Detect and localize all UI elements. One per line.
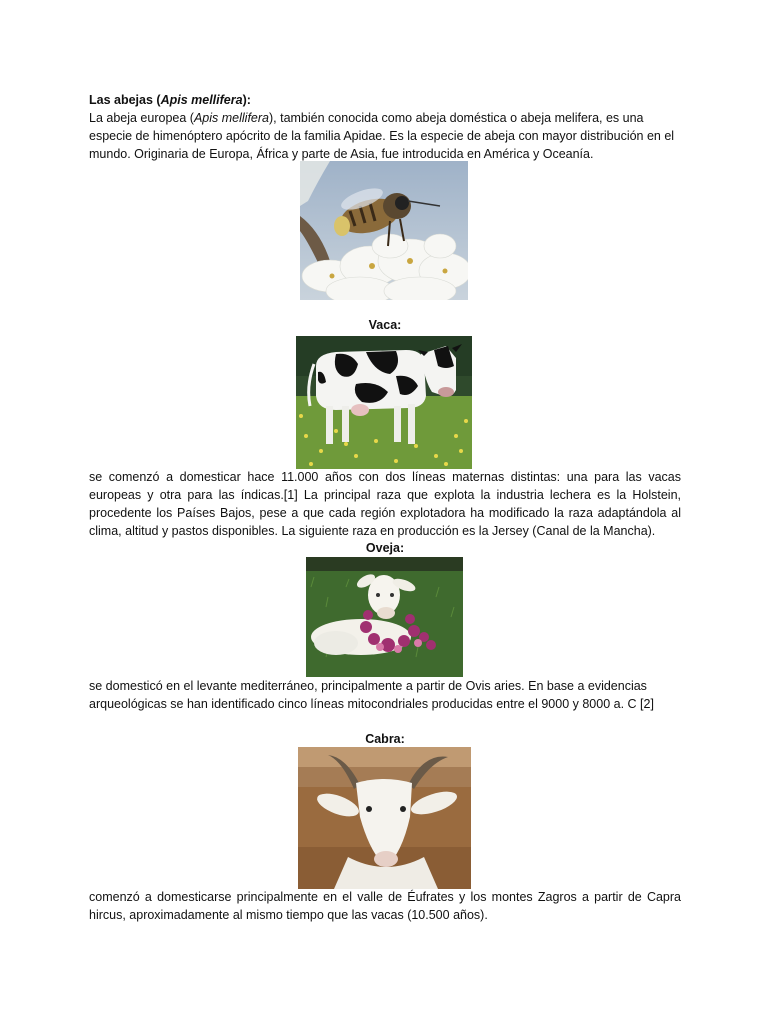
bee-heading	[89, 91, 681, 109]
bee-para-italic: Apis mellifera	[193, 111, 269, 125]
sheep-heading: Oveja:	[365, 541, 405, 555]
cow-heading: Vaca:	[368, 318, 402, 332]
bee-paragraph	[89, 109, 681, 163]
bee-image	[300, 161, 468, 300]
bee-heading-italic: Apis mellifera	[160, 93, 243, 107]
bee-section-text	[89, 91, 681, 163]
goat-image	[298, 747, 471, 889]
sheep-image	[306, 557, 463, 677]
bee-heading-suffix: ):	[242, 93, 251, 107]
goat-heading: Cabra:	[365, 732, 405, 746]
bee-heading-prefix: Las abejas (	[89, 93, 161, 107]
bee-para-prefix: La abeja europea (	[89, 111, 194, 125]
goat-paragraph: comenzó a domesticarse principalmente en el valle de Éufrates y los montes Zagros a partir de Capra hircus, aproximadamente al mismo tiempo que las vacas (10.500 años).	[89, 890, 681, 922]
bee-para-suffix: ), también conocida como abeja doméstica o abeja melifera, es una especie de himenóptero apócrito de la familia Apidae. Es la especie de abeja con mayor distribución en el mundo. Originaria de Europa, África y parte de Asia, fue introducida en América y Oceanía.	[89, 111, 675, 161]
sheep-paragraph: se domesticó en el levante mediterráneo, principalmente a partir de Ovis aries. En base a evidencias arqueológicas se han identificado cinco líneas mitocondriales producidas entre el 9000 y 8000 a. C [2]	[89, 679, 654, 711]
cow-paragraph: se comenzó a domesticar hace 11.000 años con dos líneas maternas distintas: una para las vacas europeas y otra para las índicas.[1] La principal raza que explota la industria lechera es la Holstein, procedente los Países Bajos, pese a que cada región explotadora ha modificado la raza adaptándola al clima, altitud y pastos disponibles. La siguiente raza en producción es la Jersey (Canal de la Mancha).	[89, 470, 681, 538]
cow-image	[296, 336, 472, 469]
